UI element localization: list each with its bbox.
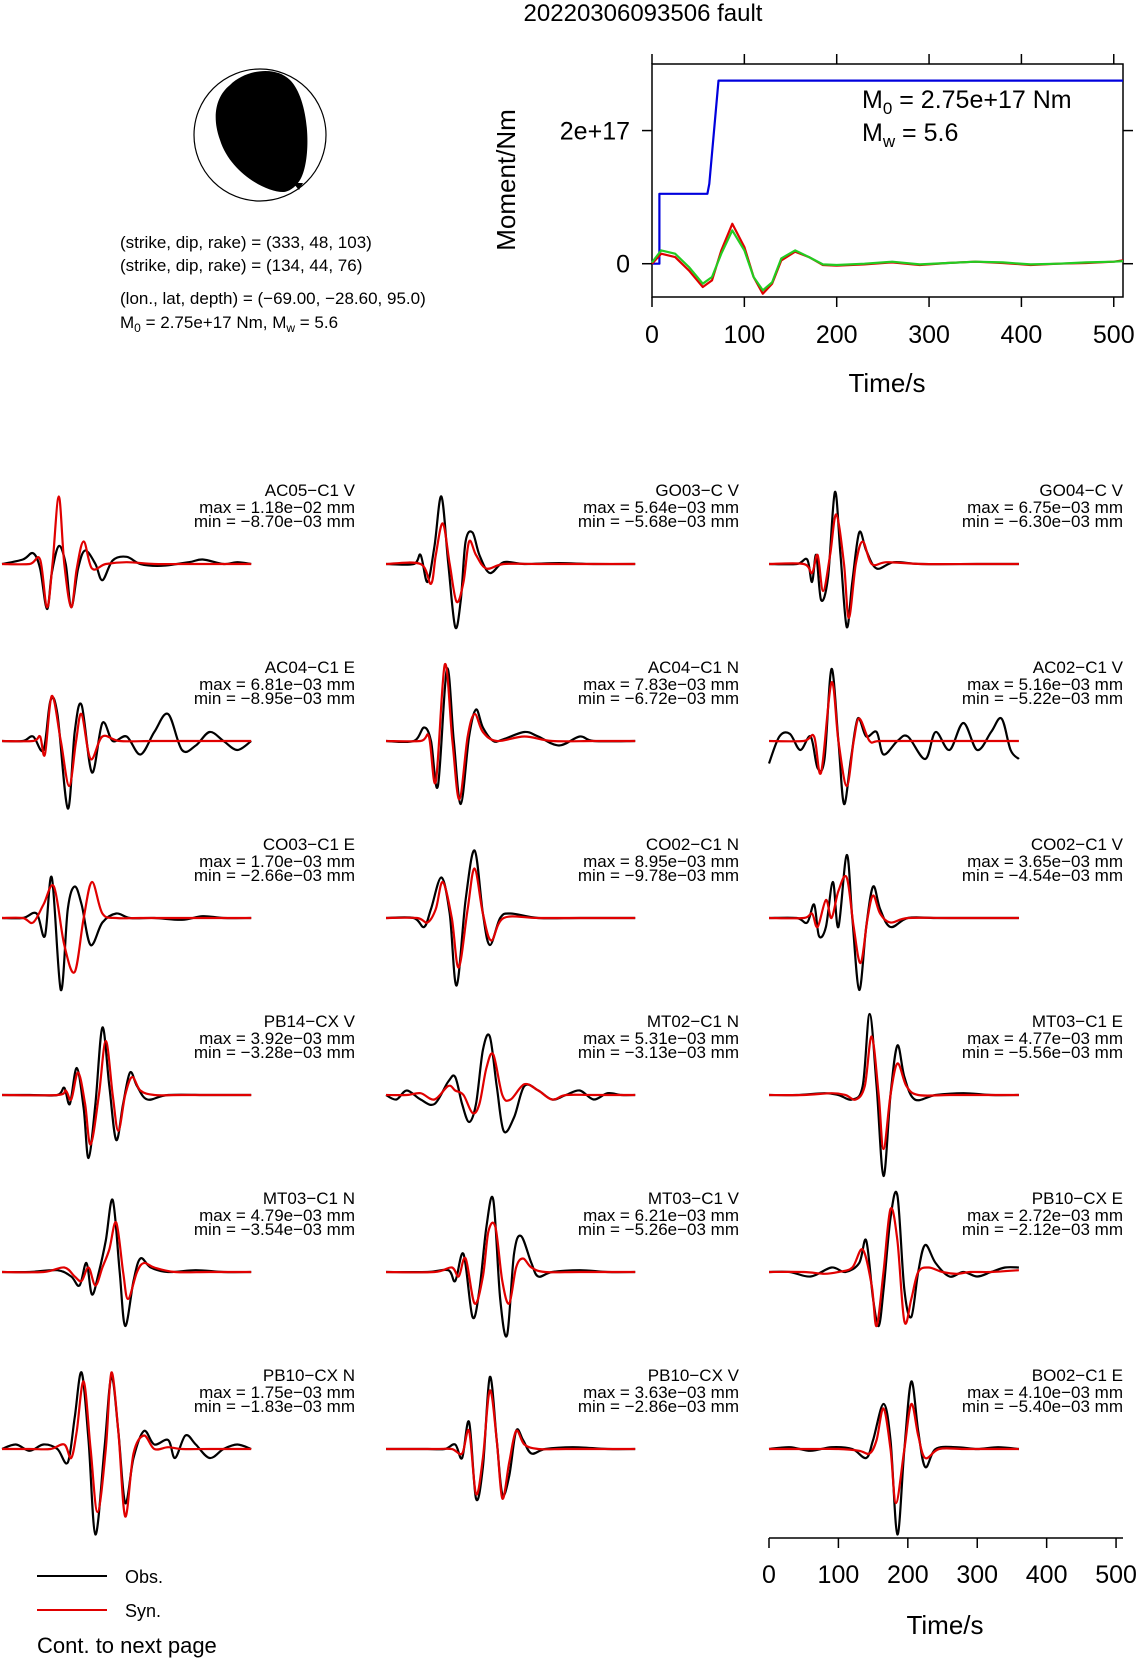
moment-series-line-1 [652,224,1123,294]
station-name: CO03−C1 E [262,835,355,854]
waveform-time-axis [762,1538,1137,1589]
station-max: max = 4.77e−03 mm [967,1029,1123,1048]
station-name: AC05−C1 V [264,481,355,500]
station-min: min = −2.66e−03 mm [193,866,355,885]
moment-mw-prefix: M [862,119,883,147]
station-min: min = −2.86e−03 mm [577,1397,739,1416]
station-name: PB10−CX N [262,1366,355,1385]
waveform-xlabel: Time/s [906,1610,984,1640]
legend [37,1567,163,1621]
moment-xtick-label: 200 [815,321,858,349]
page-title: 20220306093506 fault [523,0,763,27]
station-max: max = 5.64e−03 mm [583,498,739,517]
synthetic-trace [386,1053,635,1113]
waveform-panel [2,1012,356,1158]
synthetic-trace [769,876,1019,963]
station-max: max = 6.81e−03 mm [199,675,355,694]
waveform-panel [2,658,355,809]
station-min: min = −2.12e−03 mm [961,1220,1123,1239]
station-min: min = −5.56e−03 mm [961,1043,1123,1062]
station-min: min = −5.22e−03 mm [961,689,1123,708]
footer-text: Cont. to next page [37,1633,217,1658]
moment-m0-value: = 2.75e+17 Nm [892,86,1072,114]
wave-xtick-label: 500 [1095,1561,1137,1589]
m0-value: = 2.75e+17 Nm, M [140,313,287,332]
waveform-panel [769,481,1124,627]
wave-xtick-label: 400 [1025,1561,1068,1589]
moment-xtick-label: 100 [723,321,766,349]
station-name: GO03−C V [655,481,739,500]
station-max: max = 6.75e−03 mm [967,498,1123,517]
station-name: BO02−C1 E [1031,1366,1123,1385]
waveform-panel [386,835,739,986]
waveform-panel [386,658,739,804]
moment-ylabel: Moment/Nm [491,109,521,251]
waveform-panel [769,1366,1123,1535]
station-min: min = −5.68e−03 mm [577,512,739,531]
moment-rate-plot [491,54,1135,398]
station-max: max = 5.31e−03 mm [583,1029,739,1048]
moment-m0-sub: 0 [882,99,893,118]
station-min: min = −4.54e−03 mm [961,866,1123,885]
station-name: CO02−C1 V [1030,835,1123,854]
waveform-panel [386,1012,739,1132]
moment-mw-annotation [862,119,958,151]
station-max: max = 3.63e−03 mm [583,1383,739,1402]
observed-trace [2,546,251,609]
station-max: max = 7.83e−03 mm [583,675,739,694]
station-max: max = 6.21e−03 mm [583,1206,739,1225]
station-min: min = −5.40e−03 mm [961,1397,1123,1416]
m0-sub: 0 [134,321,141,335]
station-name: GO04−C V [1039,481,1123,500]
waveform-panel [2,1366,355,1535]
station-min: min = −3.54e−03 mm [193,1220,355,1239]
waveform-panel [769,835,1124,990]
station-min: min = −1.83e−03 mm [193,1397,355,1416]
station-name: AC04−C1 E [264,658,355,677]
station-min: min = −3.28e−03 mm [193,1043,355,1062]
legend-obs-label: Obs. [125,1567,164,1587]
waveform-panel [386,1366,740,1500]
synthetic-trace [769,1404,1019,1503]
station-max: max = 1.75e−03 mm [199,1383,355,1402]
moment-ytick-label: 2e+17 [559,117,630,146]
location-text: (lon., lat, depth) = (−69.00, −28.60, 95.0) [120,289,426,308]
waveform-panel [386,1189,740,1337]
moment-xlabel: Time/s [848,368,926,398]
magnitude-text [120,313,338,335]
plane1-text: (strike, dip, rake) = (333, 48, 103) [120,233,372,252]
moment-m0-prefix: M [862,86,883,114]
waveform-panel [769,1012,1123,1176]
moment-xtick-label: 400 [1000,321,1043,349]
waveform-panel [769,658,1124,804]
beachball-icon [194,69,326,201]
station-name: PB10−CX E [1031,1189,1123,1208]
synthetic-trace [2,696,251,786]
station-max: max = 1.18e−02 mm [199,498,355,517]
wave-xtick-label: 200 [886,1561,929,1589]
moment-mw-sub: w [882,132,896,151]
moment-series-line-2 [652,230,1123,290]
station-name: MT02−C1 N [646,1012,739,1031]
mw-value: = 5.6 [295,313,339,332]
waveform-panel [769,1189,1123,1326]
station-max: max = 3.92e−03 mm [199,1029,355,1048]
moment-xtick-label: 0 [645,321,659,349]
station-name: AC04−C1 N [647,658,739,677]
synthetic-trace [2,882,251,973]
waveform-grid [2,481,1124,1535]
station-max: max = 1.70e−03 mm [199,852,355,871]
mw-sub: w [286,321,296,335]
station-min: min = −3.13e−03 mm [577,1043,739,1062]
station-max: max = 5.16e−03 mm [967,675,1123,694]
legend-syn-label: Syn. [125,1601,162,1621]
waveform-panel [2,835,355,990]
station-max: max = 2.72e−03 mm [967,1206,1123,1225]
station-max: max = 4.10e−03 mm [967,1383,1123,1402]
wave-xtick-label: 300 [956,1561,999,1589]
waveform-panel [2,1189,355,1326]
station-min: min = −5.26e−03 mm [577,1220,739,1239]
observed-trace [2,697,251,808]
station-name: MT03−C1 V [647,1189,739,1208]
station-name: PB10−CX V [647,1366,739,1385]
observed-trace [2,877,251,991]
station-min: min = −6.72e−03 mm [577,689,739,708]
wave-xtick-label: 100 [817,1561,860,1589]
wave-xtick-label: 0 [762,1561,776,1589]
waveform-panel [2,481,356,609]
plane2-text: (strike, dip, rake) = (134, 44, 76) [120,256,363,275]
moment-xtick-label: 500 [1092,321,1135,349]
station-name: AC02−C1 V [1032,658,1123,677]
waveform-panel [386,481,740,628]
station-min: min = −9.78e−03 mm [577,866,739,885]
station-name: CO02−C1 N [645,835,739,854]
m0-prefix: M [120,313,135,332]
station-name: PB14−CX V [263,1012,355,1031]
moment-xtick-label: 300 [908,321,950,349]
station-max: max = 3.65e−03 mm [967,852,1123,871]
station-min: min = −8.70e−03 mm [193,512,355,531]
station-max: max = 8.95e−03 mm [583,852,739,871]
moment-ytick-label: 0 [616,250,630,279]
station-name: MT03−C1 N [262,1189,355,1208]
station-name: MT03−C1 E [1031,1012,1123,1031]
station-min: min = −6.30e−03 mm [961,512,1123,531]
moment-m0-annotation [862,86,1072,118]
station-max: max = 4.79e−03 mm [199,1206,355,1225]
moment-mw-value: = 5.6 [895,119,959,147]
station-min: min = −8.95e−03 mm [193,689,355,708]
